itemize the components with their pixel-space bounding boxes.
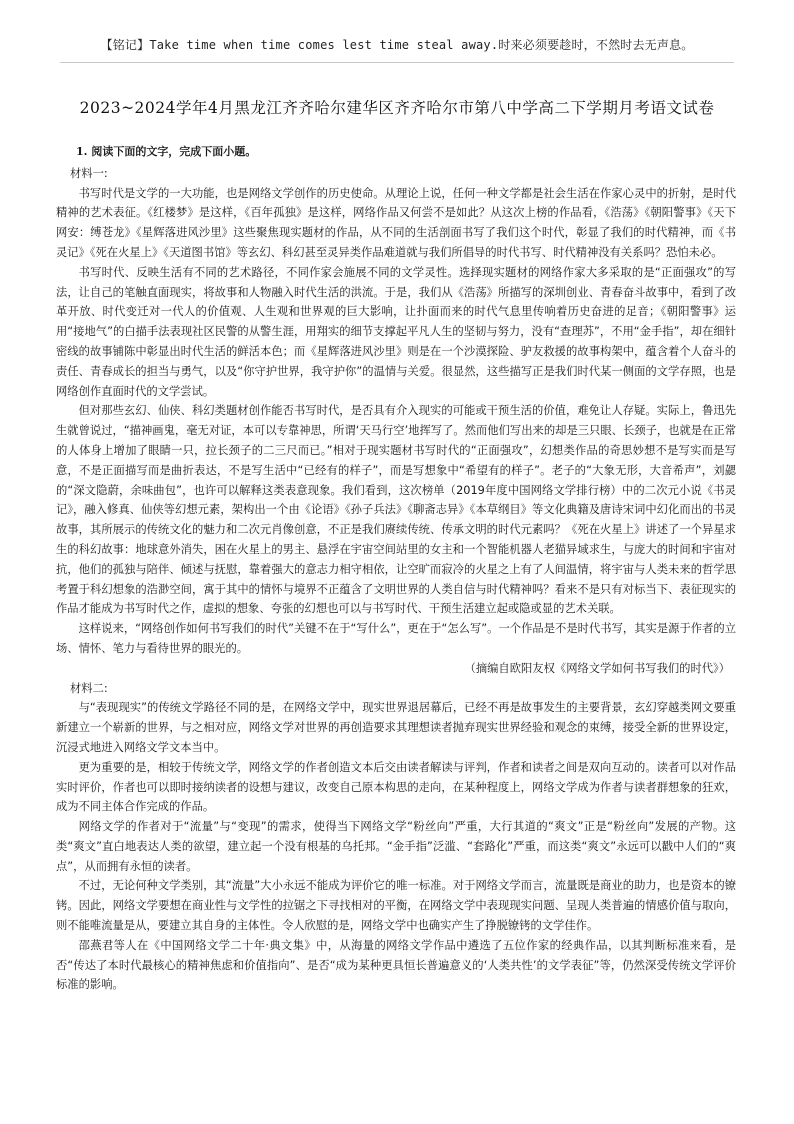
- material-2-paragraph: 邵燕君等人在《中国网络文学二十年·典文集》中，从海量的网络文学作品中遴选了五位作家的经典作品，以其判断标准来看，是否“传达了本时代最核心的精神焦虑和价值指向”、是否“成为某种更具恒长普遍意义的‘人类共性’的文学表征”等，仍然深受传统文学评价标准的影响。: [56, 938, 736, 992]
- exam-content: [56, 142, 736, 995]
- material-2-paragraph: 更为重要的是，相较于传统文学，网络文学的作者创造文本后交由读者解读与评判，作者和读者之间是双向互动的。读者可以对作品实时评价，作者也可以即时接纳读者的设想与建议，改变自己原本构思的走向，在某种程度上，网络文学成为作者与读者群想象的狂欢，成为不同主体合作完成的作品。: [56, 760, 736, 814]
- header-divider: [60, 62, 734, 63]
- material-1-label: 材料一:: [70, 166, 108, 180]
- material-1-source: （摘编自欧阳友权《网络文学如何书写我们的时代》）: [464, 661, 730, 675]
- exam-title: 2023~2024学年4月黑龙江齐齐哈尔建华区齐齐哈尔市第八中学高二下学期月考语文试卷: [79, 99, 715, 117]
- material-1-paragraph: 书写时代、反映生活有不同的艺术路径，不同作家会施展不同的文学灵性。选择现实题材的网络作家大多采取的是“正面强攻”的写法，让自己的笔触直面现实，将故事和人物融入时代生活的洪流。于是，我们从《浩荡》所描写的深圳创业、青春奋斗故事中，看到了改革开放、时代变迁对一代人的价值观、人生观和世界观的巨大影响，让扑面而来的时代气息里传响着历史奋进的足音；《朝阳警事》运用“接地气”的白描手法表现社区民警的从警生涯，用翔实的细节支撑起平凡人生的坚韧与努力，没有“查理苏”，不用“金手指”，却在细针密线的故事铺陈中彰显出时代生活的鲜活本色；而《星辉落进风沙里》则是在一个沙漠探险、驴友救援的故事构架中，蕴含着个人奋斗的责任、青春成长的担当与勇气，以及“你守护世界，我守护你”的温情与关爱。很显然，这些描写正是我们时代某一侧面的文学存照，也是网络创作直面时代的文学尝试。: [56, 265, 736, 398]
- material-1-paragraph: 但对那些玄幻、仙侠、科幻类题材创作能否书写时代，是否具有介入现实的可能或干预生活的价值，难免让人存疑。实际上，鲁迅先生就曾说过，“描神画鬼，毫无对证，本可以专靠神思，所谓‘天马行空’地挥写了。然而他们写出来的却是三只眼、长颈子，也就是在正常的人体身上增加了眼睛一只，拉长颈子的二三尺而已。”相对于现实题材书写时代的“正面强攻”，幻想类作品的奇思妙想不是写实而是写意，不是正面描写而是曲折表达，不是写生活中“已经有的样子”，而是写想象中“希望有的样子”。老子的“大象无形，大音希声”，刘勰的“深文隐蔚，余味曲包”，也许可以解释这类表意现象。我们看到，这次榜单（2019年度中国网络文学排行榜）中的二次元小说《书灵记》，融入修真、仙侠等幻想元素，架构出一个由《论语》《孙子兵法》《聊斋志异》《本草纲目》等文化典籍及唐诗宋词中幻化而出的书灵故事，其所展示的传统文化的魅力和二次元肖像创意，不正是我们赓续传统、传承文明的时代元素吗？《死在火星上》讲述了一个异星求生的科幻故事：地球意外消失，困在火星上的男主、悬浮在宇宙空间站里的女主和一个智能机器人老猫异域求生，与庞大的时间和宇宙对抗，他们的孤独与陪伴、倾述与抚慰，靠着强大的意志力相守相依，让空旷而寂冷的火星之上有了人间温情，将宇宙与人类未来的哲学思考置于科幻想象的浩渺空间，寓于其中的情怀与境界不正蕴含了文明世界的人类自信与时代精神吗？看来不是只有对标当下、表征现实的作品才能成为书写时代之作，虚拟的想象、夸张的幻想也可以与书写时代、干预生活建立起或隐或显的艺术关联。: [56, 404, 736, 616]
- material-1-paragraph: 这样说来，“网络创作如何书写我们的时代”关键不在于“写什么”，更在于“怎么写”。一个作品是不是时代书写，其实是源于作者的立场、情怀、笔力与看待世界的眼光的。: [56, 622, 736, 655]
- question-prompt: 1. 阅读下面的文字，完成下面小题。: [76, 145, 257, 158]
- material-2-label: 材料二:: [70, 681, 108, 695]
- material-1-paragraph: 书写时代是文学的一大功能，也是网络文学创作的历史使命。从理论上说，任何一种文学都是社会生活在作家心灵中的折射，是时代精神的艺术表征。《红楼梦》是这样，《百年孤独》是这样，网络作品又何尝不是如此？从这次上榜的作品看，《浩荡》《朝阳警事》《天下网安：缚苍龙》《星辉落进风沙里》这些聚焦现实题材的作品，从不同的生活剖面书写了我们这个时代，彰显了我们的时代精神，而《书灵记》《死在火星上》《天道图书馆》等玄幻、科幻甚至灵异类作品难道就与我们所倡导的时代书写、时代精神没有关系吗？恐怕未必。: [56, 186, 736, 259]
- material-2-paragraph: 网络文学的作者对于“流量”与“变现”的需求，使得当下网络文学“粉丝向”严重，大行其道的“爽文”正是“粉丝向”发展的产物。这类“爽文”直白地表达人类的欲望，建立起一个没有根基的乌托邦。“金手指”泛滥、“套路化”严重，而这类“爽文”永远可以戳中人们的“爽点”，从而拥有永恒的读者。: [56, 820, 736, 873]
- header-motto: 【铭记】Take time when time comes lest time steal away.时来必须要趁时，不然时去无声息。: [100, 38, 694, 52]
- material-2-paragraph: 不过，无论何种文学类别，其“流量”大小永远不能成为评价它的唯一标准。对于网络文学而言，流量既是商业的助力，也是资本的镣铐。因此，网络文学要想在商业性与文学性的拉锯之下寻找相对的平衡，在网络文学中表现现实问题、呈现人类普遍的情感价值与取向，则不能唯流量是从，要建立其自身的主体性。令人欣慰的是，网络文学中也确实产生了挣脱镣铐的文学佳作。: [56, 879, 736, 933]
- material-2-paragraph: 与“表现现实”的传统文学路径不同的是，在网络文学中，现实世界退居幕后，已经不再是故事发生的主要背景，玄幻穿越类网文要重新建立一个崭新的世界，与之相对应，网络文学对世界的再创造要求其理想读者抛弃现实世界经验和观念的束缚，接受全新的世界设定，沉浸式地进入网络文学文本当中。: [56, 701, 736, 754]
